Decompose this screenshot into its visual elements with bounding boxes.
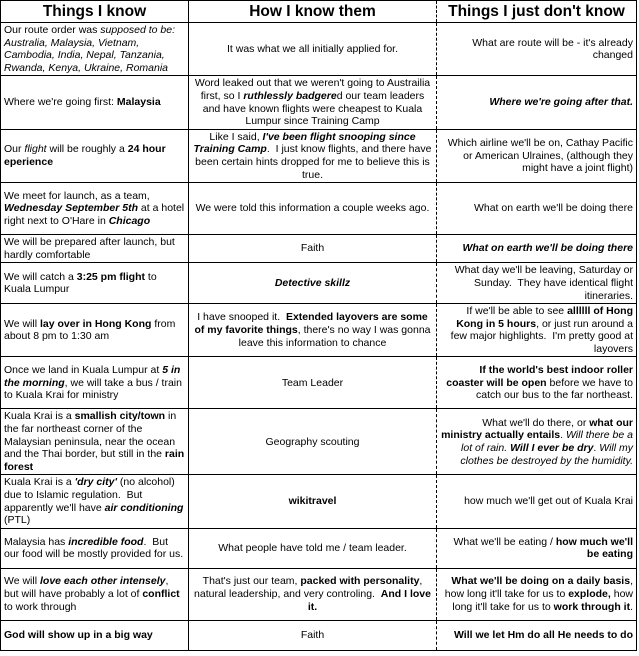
- cell-not-known: What on earth we'll be doing there: [437, 235, 637, 263]
- cell-thing-known: Our route order was supposed to be: Australia, Malaysia, Vietnam, Cambodia, India, Nepal, Tanzania, Rwanda, Kenya, Ukraine, Romania: [1, 23, 189, 76]
- cell-how-known: Detective skillz: [189, 263, 437, 304]
- table-row: [1, 263, 637, 304]
- table-row: [1, 129, 637, 182]
- cell-not-known: What we'll be doing on a daily basis, how long it'll take for us to explode, how long it'll take for us to work through it.: [437, 568, 637, 620]
- table-row: [1, 235, 637, 263]
- cell-how-known: What people have told me / team leader.: [189, 528, 437, 568]
- cell-thing-known: We will catch a 3:25 pm flight to Kuala Lumpur: [1, 263, 189, 304]
- cell-not-known: how much we'll get out of Kuala Krai: [437, 475, 637, 528]
- table-row: [1, 304, 637, 357]
- cell-how-known: I have snooped it. Extended layovers are some of my favorite things, there's no way I was gonna leave this information to chance: [189, 304, 437, 357]
- table-row: [1, 475, 637, 528]
- cell-thing-known: Our flight will be roughly a 24 hour eperience: [1, 129, 189, 182]
- cell-thing-known: We meet for launch, as a team, Wednesday September 5th at a hotel right next to O'Hare in Chicago: [1, 183, 189, 235]
- header-things-i-dont-know: Things I just don't know: [437, 1, 637, 23]
- cell-thing-known: Kuala Krai is a 'dry city' (no alcohol) due to Islamic regulation. But apparently we'll have air conditioning (PTL): [1, 475, 189, 528]
- cell-thing-known: God will show up in a big way: [1, 620, 189, 650]
- cell-not-known: What are route will be - it's already changed: [437, 23, 637, 76]
- table-row: [1, 620, 637, 650]
- cell-not-known: What we'll be eating / how much we'll be eating: [437, 528, 637, 568]
- cell-how-known: Word leaked out that we weren't going to Austrailia first, so I ruthlessly badgered our team leaders and have known flights were cheapest to Kuala Lumpur since Training Camp: [189, 76, 437, 129]
- header-row: [1, 1, 637, 23]
- table-row: [1, 357, 637, 409]
- cell-thing-known: Kuala Krai is a smallish city/town in the far northeast corner of the Malaysian peninsula, near the ocean and the Thai border, but still in the rain forest: [1, 409, 189, 475]
- table-row: [1, 568, 637, 620]
- cell-thing-known: We will lay over in Hong Kong from about 8 pm to 1:30 am: [1, 304, 189, 357]
- cell-how-known: Faith: [189, 620, 437, 650]
- header-things-i-know: Things I know: [1, 1, 189, 23]
- cell-thing-known: We will be prepared after launch, but hardly comfortable: [1, 235, 189, 263]
- cell-how-known: Faith: [189, 235, 437, 263]
- table-row: [1, 409, 637, 475]
- cell-not-known: What on earth we'll be doing there: [437, 183, 637, 235]
- cell-how-known: We were told this information a couple weeks ago.: [189, 183, 437, 235]
- cell-how-known: It was what we all initially applied for.: [189, 23, 437, 76]
- cell-how-known: Geography scouting: [189, 409, 437, 475]
- table-row: [1, 76, 637, 129]
- cell-not-known: If we'll be able to see allllll of Hong Kong in 5 hours, or just run around a few major highlights. I'm pretty good at layovers: [437, 304, 637, 357]
- cell-how-known: wikitravel: [189, 475, 437, 528]
- cell-thing-known: Once we land in Kuala Lumpur at 5 in the morning, we will take a bus / train to Kuala Krai for ministry: [1, 357, 189, 409]
- cell-how-known: Team Leader: [189, 357, 437, 409]
- header-how-i-know-them: How I know them: [189, 1, 437, 23]
- cell-not-known: Where we're going after that.: [437, 76, 637, 129]
- cell-not-known: What we'll do there, or what our ministry actually entails. Will there be a lot of rain. Will I ever be dry. Will my clothes be destroyed by the humidity.: [437, 409, 637, 475]
- cell-not-known: If the world's best indoor roller coaster will be open before we have to catch our bus to the far northeast.: [437, 357, 637, 409]
- table-row: [1, 23, 637, 76]
- cell-thing-known: We will love each other intensely, but will have probably a lot of conflict to work through: [1, 568, 189, 620]
- cell-not-known: Will we let Hm do all He needs to do: [437, 620, 637, 650]
- cell-how-known: That's just our team, packed with personality, natural leadership, and very controling. And I love it.: [189, 568, 437, 620]
- table-row: [1, 528, 637, 568]
- table-row: [1, 183, 637, 235]
- cell-thing-known: Where we're going first: Malaysia: [1, 76, 189, 129]
- cell-how-known: Like I said, I've been flight snooping since Training Camp. I just know flights, and there have been certain hints dropped for me to believe this is true.: [189, 129, 437, 182]
- cell-not-known: Which airline we'll be on, Cathay Pacific or American Ulraines, (although they might have a joint flight): [437, 129, 637, 182]
- cell-thing-known: Malaysia has incredible food. But our food will be mostly provided for us.: [1, 528, 189, 568]
- cell-not-known: What day we'll be leaving, Saturday or Sunday. They have identical flight itineraries.: [437, 263, 637, 304]
